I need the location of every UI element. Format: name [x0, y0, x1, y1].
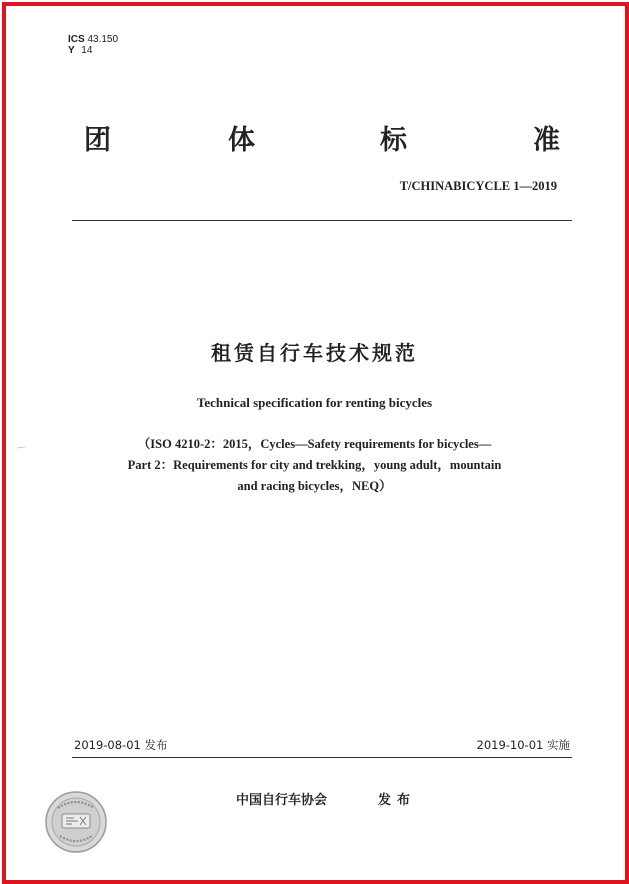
iso-reference-line-1: （ISO 4210-2：2015，Cycles—Safety requirements for bicycles—	[137, 437, 492, 451]
category-code	[68, 45, 92, 56]
category-number: 14	[81, 45, 93, 56]
issue-date: 2019-08-01 发布	[74, 738, 168, 752]
standard-type-char-2: 体	[228, 125, 255, 156]
title-english: Technical specification for renting bicycles	[196, 395, 433, 410]
publisher-name: 中国自行车协会	[236, 793, 328, 808]
iso-reference-line-2: Part 2：Requirements for city and trekking，young adult，mountain	[127, 458, 502, 472]
standard-type-char-3: 标	[380, 125, 407, 156]
header-divider	[72, 220, 572, 221]
ics-code	[68, 34, 118, 45]
footer-divider	[72, 757, 572, 758]
standard-type-char-4: 准	[533, 125, 560, 156]
title-chinese: 租赁自行车技术规范	[211, 341, 418, 365]
standard-type-heading	[84, 118, 562, 158]
ics-label: ICS	[68, 34, 85, 45]
ics-number: 43.150	[87, 34, 119, 45]
scan-mark	[16, 446, 26, 450]
association-seal-icon	[44, 790, 108, 854]
category-label: Y	[68, 45, 75, 56]
standard-type-char-1: 团	[84, 125, 111, 156]
iso-reference-line-3: and racing bicycles，NEQ）	[237, 479, 392, 493]
standard-code: T/CHINABICYCLE 1—2019	[399, 179, 557, 193]
publisher-action: 发布	[378, 793, 417, 808]
implementation-date: 2019-10-01 实施	[476, 738, 570, 752]
